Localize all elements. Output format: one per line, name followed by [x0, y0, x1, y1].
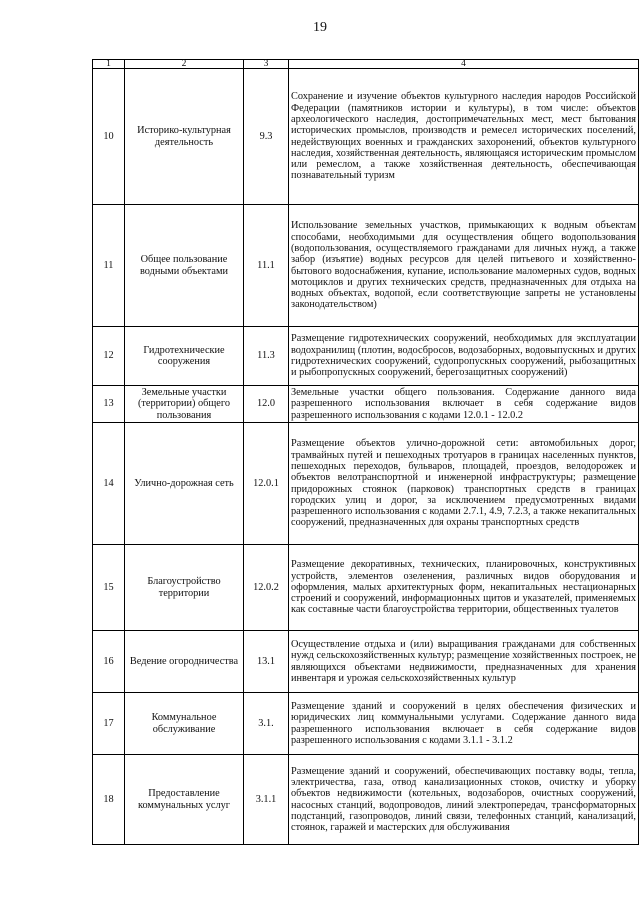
row-code: 12.0.1: [244, 423, 289, 545]
row-number: 10: [93, 69, 125, 205]
row-name: Земельные участки (территории) общего пользования: [125, 386, 244, 423]
row-number: 17: [93, 693, 125, 755]
page-number: 19: [313, 20, 327, 35]
row-description: Размещение декоративных, технических, планировочных, конструктивных устройств, элементов озеленения, различных видов оборудования и оформления, малых архитектурных форм, некапитальных нестационарных строений и сооружений, информационных щитов и указателей, применяемых как составные части благоустройства территории, общественных туалетов: [289, 545, 639, 631]
header-col-3: 3: [244, 60, 289, 69]
row-name: Историко-культурная деятельность: [125, 69, 244, 205]
row-number: 14: [93, 423, 125, 545]
table-row: [93, 386, 639, 423]
row-name: Общее пользование водными объектами: [125, 205, 244, 327]
row-code: 12.0: [244, 386, 289, 423]
row-description: Размещение зданий и сооружений, обеспечивающих поставку воды, тепла, электричества, газа, отвод канализационных стоков, очистку и уборку объектов недвижимости (котельных, водозаборов, очистных сооружений, насосных станций, водопроводов, линий электропередач, трансформаторных подстанций, газопроводов, линий связи, телефонных станций, канализаций, стоянок, гаражей и мастерских для обслуживания: [289, 755, 639, 845]
table-row: [93, 693, 639, 755]
row-code: 13.1: [244, 631, 289, 693]
row-description: Использование земельных участков, примыкающих к водным объектам способами, необходимыми для осуществления общего водопользования (водопользования, осуществляемого гражданами для личных нужд, а также забор (изъятие) водных ресурсов для целей питьевого и хозяйственно-бытового водоснабжения, купание, использование маломерных судов, водных мотоциклов и других технических средств, предназначенных для отдыха на водных объектах, водопой, если соответствующие запреты не установлены законодательством): [289, 205, 639, 327]
row-description: Размещение гидротехнических сооружений, необходимых для эксплуатации водохранилищ (плотин, водосбросов, водозаборных, водовыпускных и других гидротехнических сооружений, судопропускных сооружений, рыбозащитных и рыбопропускных сооружений, берегозащитных сооружений): [289, 327, 639, 386]
row-code: 11.1: [244, 205, 289, 327]
row-description: Размещение зданий и сооружений в целях обеспечения физических и юридических лиц коммунальными услугами. Содержание данного вида разрешенного использования включает в себя содержание видов разрешенного использования с кодами 3.1.1 - 3.1.2: [289, 693, 639, 755]
row-code: 3.1.: [244, 693, 289, 755]
table-row: [93, 327, 639, 386]
row-description: Сохранение и изучение объектов культурного наследия народов Российской Федерации (памятников истории и культуры), в том числе: объектов археологического наследия, достопримечательных мест, мест бытования исторических промыслов, производств и ремесел исторических поселений, недействующих военных и гражданских захоронений, объектов культурного наследия, хозяйственная деятельность, являющаяся историческим промыслом или ремеслом, а также хозяйственная деятельность, обеспечивающая познавательный туризм: [289, 69, 639, 205]
row-name: Улично-дорожная сеть: [125, 423, 244, 545]
row-name: Благоустройство территории: [125, 545, 244, 631]
table-row: [93, 423, 639, 545]
row-name: Коммунальное обслуживание: [125, 693, 244, 755]
row-code: 9.3: [244, 69, 289, 205]
row-name: Предоставление коммунальных услуг: [125, 755, 244, 845]
table-header-row: [93, 60, 639, 69]
row-code: 3.1.1: [244, 755, 289, 845]
row-description: Осуществление отдыха и (или) выращивания гражданами для собственных нужд сельскохозяйственных культур; размещение хозяйственных построек, не являющихся объектами недвижимости, предназначенных для хранения инвентаря и урожая сельскохозяйственных культур: [289, 631, 639, 693]
row-number: 13: [93, 386, 125, 423]
row-code: 12.0.2: [244, 545, 289, 631]
header-col-1: 1: [93, 60, 125, 69]
header-col-2: 2: [125, 60, 244, 69]
row-name: Ведение огородничества: [125, 631, 244, 693]
row-number: 11: [93, 205, 125, 327]
header-col-4: 4: [289, 60, 639, 69]
row-description: Размещение объектов улично-дорожной сети: автомобильных дорог, трамвайных путей и пешеходных тротуаров в границах населенных пунктов, пешеходных переходов, бульваров, площадей, проездов, велодорожек и объектов велотранспортной и инженерной инфраструктуры; размещение придорожных стоянок (парковок) транспортных средств в границах городских улиц и дорог, за исключением предусмотренных видами разрешенного использования с кодами 2.7.1, 4.9, 7.2.3, а также некапитальных сооружений, предназначенных для охраны транспортных средств: [289, 423, 639, 545]
row-number: 15: [93, 545, 125, 631]
row-number: 12: [93, 327, 125, 386]
table-row: [93, 545, 639, 631]
table-row: [93, 69, 639, 205]
row-number: 18: [93, 755, 125, 845]
row-code: 11.3: [244, 327, 289, 386]
row-number: 16: [93, 631, 125, 693]
land-use-table: [92, 59, 639, 845]
row-name: Гидротехнические сооружения: [125, 327, 244, 386]
table-row: [93, 205, 639, 327]
table-row: [93, 631, 639, 693]
row-description: Земельные участки общего пользования. Содержание данного вида разрешенного использования включает в себя содержание видов разрешенного использования с кодами 12.0.1 - 12.0.2: [289, 386, 639, 423]
table-row: [93, 755, 639, 845]
